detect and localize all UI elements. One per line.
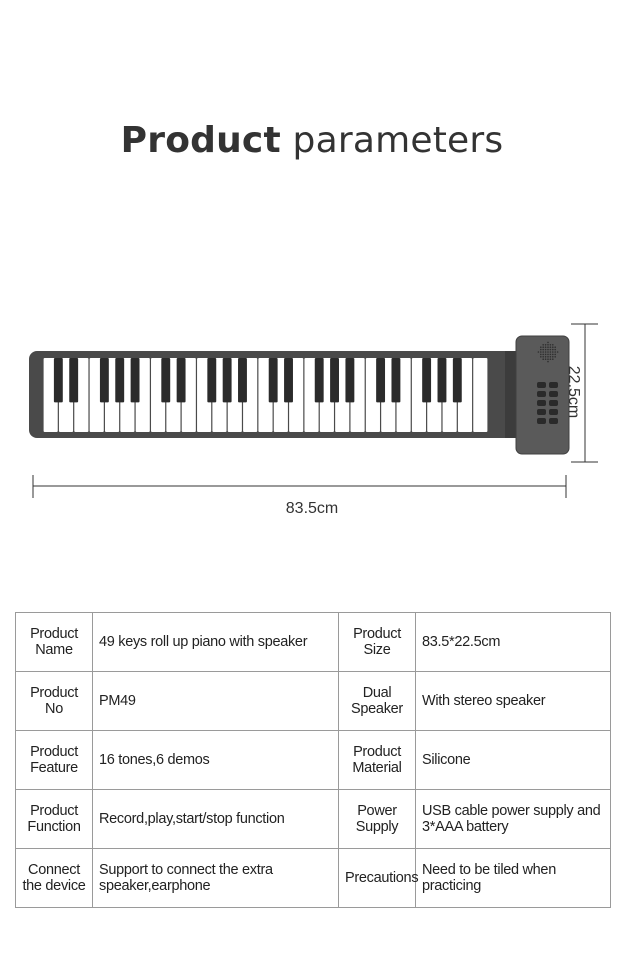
black-key — [315, 358, 324, 402]
black-key — [131, 358, 140, 402]
speaker-hole — [542, 354, 544, 356]
panel-button — [549, 418, 558, 424]
param-value: 49 keys roll up piano with speaker — [93, 613, 339, 672]
speaker-hole — [542, 349, 544, 351]
param-label: Connect the device — [16, 849, 93, 908]
black-key — [453, 358, 462, 402]
black-key — [207, 358, 216, 402]
param-value: Silicone — [416, 731, 611, 790]
black-key — [330, 358, 339, 402]
speaker-hole — [554, 356, 556, 358]
speaker-hole — [552, 351, 554, 353]
speaker-hole — [540, 351, 542, 353]
param-label: Product Name — [16, 613, 93, 672]
speaker-hole — [550, 349, 552, 351]
speaker-hole — [552, 346, 554, 348]
speaker-hole — [547, 354, 549, 356]
panel-button — [549, 382, 558, 388]
parameters-table — [15, 612, 611, 908]
speaker-hole — [547, 361, 549, 363]
black-key — [438, 358, 447, 402]
param-label: Precautions — [339, 849, 416, 908]
speaker-hole — [545, 358, 547, 360]
table-row — [16, 790, 611, 849]
black-key — [284, 358, 293, 402]
black-key — [223, 358, 232, 402]
speaker-hole — [542, 346, 544, 348]
panel-button — [537, 400, 546, 406]
speaker-hole — [545, 344, 547, 346]
param-label: Product Material — [339, 731, 416, 790]
speaker-hole — [552, 354, 554, 356]
title-light: parameters — [292, 120, 504, 161]
param-label: Product Feature — [16, 731, 93, 790]
param-value: Support to connect the extra speaker,earphone — [93, 849, 339, 908]
speaker-hole — [540, 356, 542, 358]
speaker-hole — [550, 346, 552, 348]
black-key — [345, 358, 354, 402]
speaker-hole — [547, 344, 549, 346]
speaker-hole — [554, 346, 556, 348]
speaker-hole — [547, 351, 549, 353]
black-key — [238, 358, 247, 402]
speaker-hole — [554, 349, 556, 351]
black-key — [161, 358, 170, 402]
speaker-hole — [545, 346, 547, 348]
table-row — [16, 849, 611, 908]
speaker-hole — [552, 349, 554, 351]
speaker-hole — [550, 358, 552, 360]
speaker-hole — [552, 344, 554, 346]
speaker-hole — [547, 346, 549, 348]
width-dimension-line — [33, 475, 566, 498]
speaker-hole — [554, 351, 556, 353]
param-value: Need to be tiled when practicing — [416, 849, 611, 908]
speaker-hole — [542, 356, 544, 358]
param-label: Product No — [16, 672, 93, 731]
panel-button — [537, 382, 546, 388]
panel-button — [549, 391, 558, 397]
param-value: PM49 — [93, 672, 339, 731]
black-key — [100, 358, 109, 402]
speaker-hole — [545, 351, 547, 353]
black-key — [69, 358, 78, 402]
roll-up-piano-illustration — [0, 310, 624, 500]
speaker-hole — [545, 349, 547, 351]
black-key — [177, 358, 186, 402]
panel-button — [537, 418, 546, 424]
speaker-hole — [545, 354, 547, 356]
param-value: Record,play,start/stop function — [93, 790, 339, 849]
page-title — [0, 120, 624, 161]
panel-button — [549, 409, 558, 415]
speaker-hole — [542, 351, 544, 353]
height-label: 22.5cm — [565, 365, 582, 419]
speaker-hole — [557, 351, 559, 353]
speaker-hole — [540, 346, 542, 348]
speaker-hole — [547, 349, 549, 351]
title-bold: Product — [120, 120, 281, 161]
white-key — [473, 358, 487, 432]
speaker-hole — [542, 358, 544, 360]
speaker-hole — [547, 358, 549, 360]
table-row — [16, 613, 611, 672]
black-key — [376, 358, 385, 402]
speaker-hole — [538, 351, 540, 353]
black-key — [391, 358, 400, 402]
speaker-hole — [552, 358, 554, 360]
param-label: Power Supply — [339, 790, 416, 849]
panel-button — [537, 409, 546, 415]
param-label: Product Size — [339, 613, 416, 672]
black-key — [54, 358, 63, 402]
table-row — [16, 672, 611, 731]
speaker-hole — [550, 351, 552, 353]
speaker-hole — [547, 356, 549, 358]
speaker-hole — [547, 342, 549, 344]
param-value: 83.5*22.5cm — [416, 613, 611, 672]
param-label: Product Function — [16, 790, 93, 849]
black-key — [115, 358, 124, 402]
param-label: Dual Speaker — [339, 672, 416, 731]
black-key — [422, 358, 431, 402]
speaker-hole — [550, 354, 552, 356]
param-value: 16 tones,6 demos — [93, 731, 339, 790]
param-value: USB cable power supply and 3*AAA battery — [416, 790, 611, 849]
speaker-hole — [540, 349, 542, 351]
width-label: 83.5cm — [285, 500, 339, 517]
panel-button — [537, 391, 546, 397]
speaker-hole — [550, 344, 552, 346]
speaker-hole — [554, 354, 556, 356]
panel-button — [549, 400, 558, 406]
speaker-hole — [540, 354, 542, 356]
param-value: With stereo speaker — [416, 672, 611, 731]
speaker-hole — [542, 344, 544, 346]
table-row — [16, 731, 611, 790]
black-key — [269, 358, 278, 402]
speaker-hole — [545, 356, 547, 358]
speaker-hole — [550, 356, 552, 358]
speaker-hole — [552, 356, 554, 358]
piano-keyboard — [44, 358, 488, 432]
